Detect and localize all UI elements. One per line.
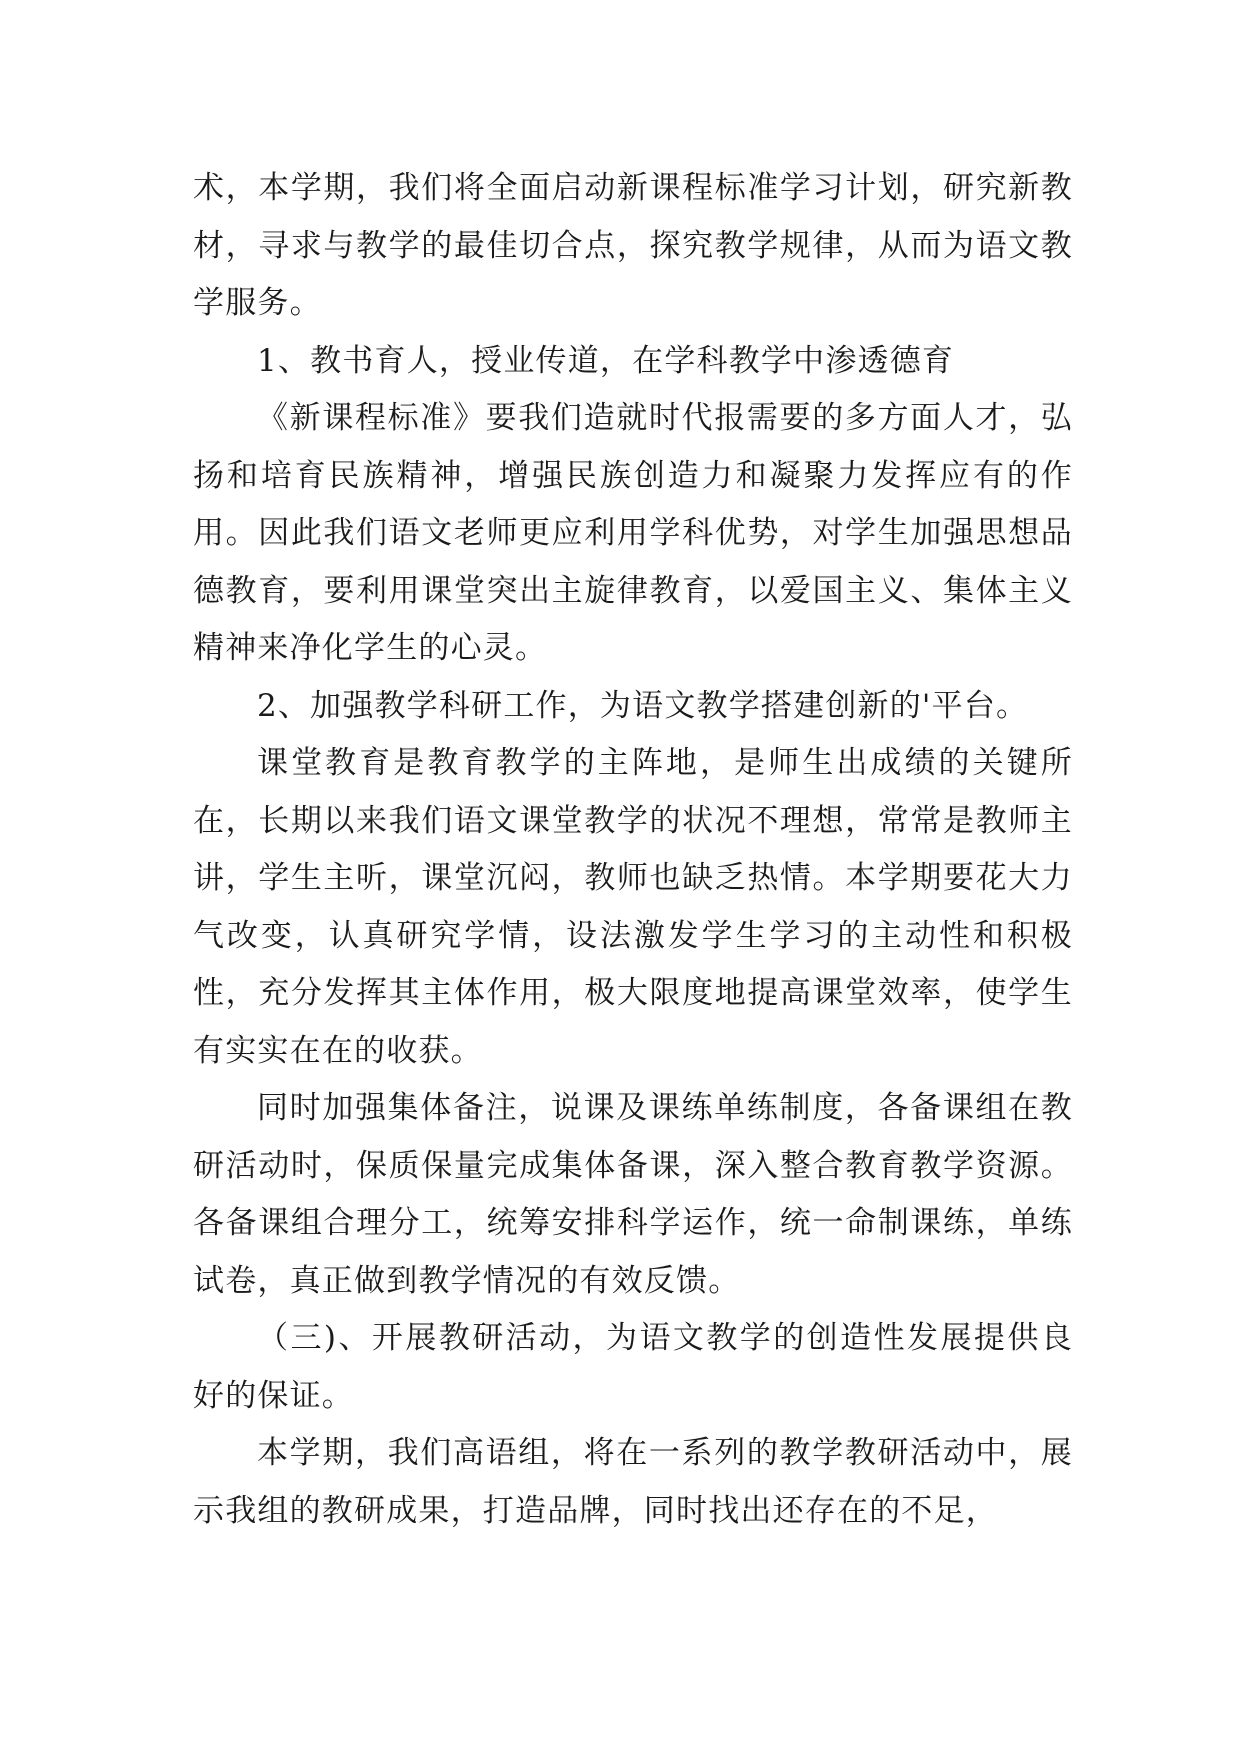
paragraph-classroom-teaching: 课堂教育是教育教学的主阵地，是师生出成绩的关键所在，长期以来我们语文课堂教学的状况不理想，常常是教师主讲，学生主听，课堂沉闷，教师也缺乏热情。本学期要花大力气改变，认真研究学情，设法激发学生学习的主动性和积极性，充分发挥其主体作用，极大限度地提高课堂效率，使学生有实实在在的收获。 xyxy=(193,745,1073,1069)
paragraph-moral-education: 《新课程标准》要我们造就时代报需要的多方面人才，弘扬和培育民族精神，增强民族创造力和凝聚力发挥应有的作用。因此我们语文老师更应利用学科优势，对学生加强思想品德教育，要利用课堂突出主旋律教育，以爱国主义、集体主义精神来净化学生的心灵。 xyxy=(193,400,1073,666)
paragraph-continued-intro: 术，本学期，我们将全面启动新课程标准学习计划，研究新教材，寻求与教学的最佳切合点，探究教学规律，从而为语文教学服务。 xyxy=(193,170,1073,321)
section-heading-3: （三)、开展教研活动，为语文教学的创造性发展提供良好的保证。 xyxy=(193,1320,1073,1414)
section-heading-1: 1、教书育人，授业传道，在学科教学中渗透德育 xyxy=(257,342,955,379)
paragraph-lesson-preparation: 同时加强集体备注，说课及课练单练制度，各备课组在教研活动时，保质保量完成集体备课，深入整合教育教学资源。各备课组合理分工，统筹安排科学运作，统一命制课练，单练试卷，真正做到教学情况的有效反馈。 xyxy=(193,1090,1073,1299)
section-heading-2: 2、加强教学科研工作，为语文教学搭建创新的'平台。 xyxy=(257,687,1029,724)
document-body xyxy=(193,160,1073,1540)
paragraph-teaching-research: 本学期，我们高语组，将在一系列的教学教研活动中，展示我组的教研成果，打造品牌，同时找出还存在的不足， xyxy=(193,1435,1073,1529)
